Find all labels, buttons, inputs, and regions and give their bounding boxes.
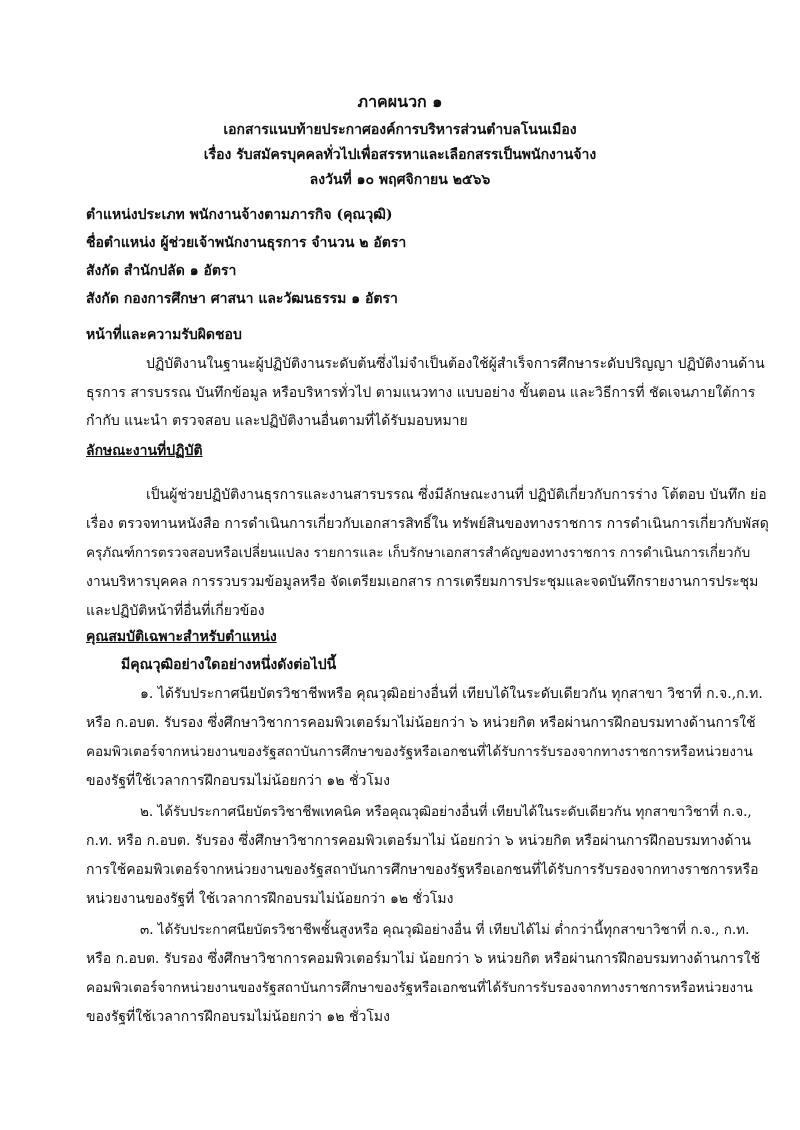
work-line: งานบริหารบุคคล การรวบรวมข้อมูลหรือ จัดเตรียมเอกสาร การเตรียมการประชุมและจดบันทึกรายงานการประชุม: [86, 574, 759, 590]
header-line-3: ลงวันที่ ๑๐ พฤศจิกายน ๒๕๖๖: [309, 172, 491, 188]
appendix-title: ภาคผนวก ๑: [357, 92, 443, 111]
qualification-item-line: หน่วยงานของรัฐที่ ใช้เวลาการฝึกอบรมไม่น้อยกว่า ๑๒ ชั่วโมง: [86, 891, 454, 907]
qualification-item-line: การใช้คอมพิวเตอร์จากหน่วยงานของรัฐสถาบันการศึกษาของรัฐหรือเอกชนที่ได้รับการรับรองจากทางราชการหรือ: [86, 862, 759, 878]
duties-line: ธุรการ สารบรรณ บันทึกข้อมูล หรือบริหารทั่วไป ตามแนวทาง แบบอย่าง ขั้นตอน และวิธีการที่ ชัดเจนภายใต้การ: [86, 385, 756, 401]
header-line-2: เรื่อง รับสมัครบุคคลทั่วไปเพื่อสรรหาและเลือกสรรเป็นพนักงานจ้าง: [203, 147, 597, 163]
qualification-item-line: ของรัฐที่ใช้เวลาการฝึกอบรมไม่น้อยกว่า ๑๒ ชั่วโมง: [86, 773, 390, 789]
qualification-item-line: ๓. ได้รับประกาศนียบัตรวิชาชีพชั้นสูงหรือ คุณวุฒิอย่างอื่น ที่ เทียบได้ไม่ ต่ำกว่านี้ทุกสาขาวิชาที่ ก.จ., ก.ท.: [140, 922, 750, 938]
qualification-item-line: หรือ ก.อบต. รับรอง ซึ่งศึกษาวิชาการคอมพิวเตอร์มาไม่น้อยกว่า ๖ หน่วยกิต หรือผ่านการฝึกอบรมทางด้านการใช้: [86, 715, 756, 731]
position-name: ชื่อตำแหน่ง ผู้ช่วยเจ้าพนักงานธุรการ จำนวน ๒ อัตรา: [86, 235, 407, 251]
qualification-item-line: คอมพิวเตอร์จากหน่วยงานของรัฐสถาบันการศึกษาของรัฐหรือเอกชนที่ได้รับการรับรองจากทางราชการหรือหน่วยงาน: [86, 744, 753, 760]
qualification-item-line: คอมพิวเตอร์จากหน่วยงานของรัฐสถาบันการศึกษาของรัฐหรือเอกชนที่ได้รับการรับรองจากทางราชการหรือหน่วยงาน: [86, 980, 753, 996]
header-line-1: เอกสารแนบท้ายประกาศองค์การบริหารส่วนตำบลโนนเมือง: [223, 122, 577, 138]
qualification-item-line: ก.ท. หรือ ก.อบต. รับรอง ซึ่งศึกษาวิชาการคอมพิวเตอร์มาไม่ น้อยกว่า ๖ หน่วยกิต หรือผ่านการฝึกอบรมทางด้าน: [86, 833, 751, 849]
duties-line: กำกับ แนะนำ ตรวจสอบ และปฏิบัติงานอื่นตามที่ได้รับมอบหมาย: [86, 413, 468, 429]
duties-heading: หน้าที่และความรับผิดชอบ: [86, 327, 242, 343]
position-type: ตำแหน่งประเภท พนักงานจ้างตามภารกิจ (คุณวุฒิ): [86, 207, 393, 223]
qualifications-heading: คุณสมบัติเฉพาะสำหรับตำแหน่ง: [86, 629, 277, 645]
work-line: และปฏิบัติหน้าที่อื่นที่เกี่ยวข้อง: [86, 603, 265, 619]
qualification-item-line: ๑. ได้รับประกาศนียบัตรวิชาชีพหรือ คุณวุฒิอย่างอื่นที่ เทียบได้ในระดับเดียวกัน ทุกสาขา วิชาที่ ก.จ.,ก.ท.: [140, 686, 763, 702]
duties-line: ปฏิบัติงานในฐานะผู้ปฏิบัติงานระดับต้นซึ่งไม่จำเป็นต้องใช้ผู้สำเร็จการศึกษาระดับปริญญา ปฏิบัติงานด้าน: [146, 356, 765, 372]
qualification-item-line: ของรัฐที่ใช้เวลาการฝึกอบรมไม่น้อยกว่า ๑๒ ชั่วโมง: [86, 1009, 390, 1025]
qualification-item-line: ๒. ได้รับประกาศนียบัตรวิชาชีพเทคนิค หรือคุณวุฒิอย่างอื่นที่ เทียบได้ในระดับเดียวกัน ทุกสาขาวิชาที่ ก.จ.,: [140, 804, 752, 820]
work-line: ครุภัณฑ์การตรวจสอบหรือเปลี่ยนแปลง รายการและ เก็บรักษาเอกสารสำคัญของทางราชการ การดำเนินการเกี่ยวกับ: [86, 545, 751, 561]
qualifications-intro: มีคุณวุฒิอย่างใดอย่างหนึ่งดังต่อไปนี้: [121, 657, 337, 673]
unit-2: สังกัด กองการศึกษา ศาสนา และวัฒนธรรม ๑ อัตรา: [86, 291, 398, 307]
work-heading: ลักษณะงานที่ปฏิบัติ: [86, 443, 203, 459]
qualification-item-line: หรือ ก.อบต. รับรอง ซึ่งศึกษาวิชาการคอมพิวเตอร์มาไม่ น้อยกว่า ๖ หน่วยกิต หรือผ่านการฝึกอบรมทางด้านการใช้: [86, 951, 761, 967]
unit-1: สังกัด สำนักปลัด ๑ อัตรา: [86, 263, 237, 279]
work-line: เป็นผู้ช่วยปฏิบัติงานธุรการและงานสารบรรณ ซึ่งมีลักษณะงานที่ ปฏิบัติเกี่ยวกับการร่าง โต้ตอบ บันทึก ย่อ: [146, 487, 767, 503]
work-line: เรื่อง ตรวจทานหนังสือ การดำเนินการเกี่ยวกับเอกสารสิทธิ์ใน ทรัพย์สินของทางราชการ การดำเนินการเกี่ยวกับพัสดุ: [86, 516, 769, 532]
